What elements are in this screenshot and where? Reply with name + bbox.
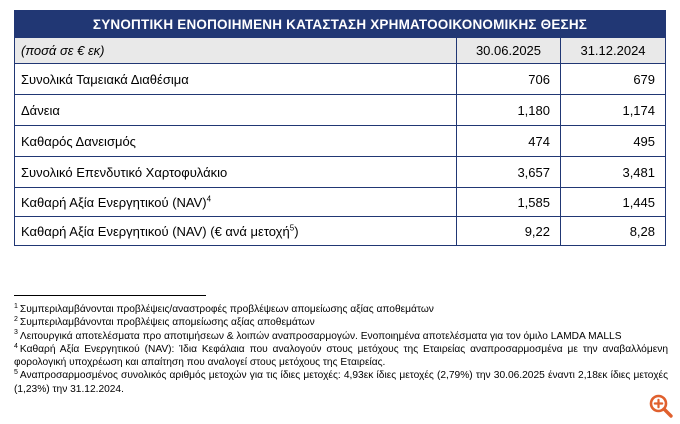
table-title: ΣΥΝΟΠΤΙΚΗ ΕΝΟΠΟΙΗΜΕΝΗ ΚΑΤΑΣΤΑΣΗ ΧΡΗΜΑΤΟΟΙΚΟΝΟΜΙΚΗΣ ΘΕΣΗΣ xyxy=(15,11,666,38)
footnote-number: 4 xyxy=(14,342,18,350)
footnote-ref: 4 xyxy=(206,194,212,204)
row-value-2024: 679 xyxy=(561,64,666,95)
table-row xyxy=(15,64,666,95)
table-row xyxy=(15,95,666,126)
footnote-ref: 5 xyxy=(289,223,295,233)
footnote-item xyxy=(14,316,668,329)
table-row xyxy=(15,126,666,157)
financial-position-table-container xyxy=(14,10,665,246)
table-header-row xyxy=(15,38,666,64)
footnote-text: Αναπροσαρμοσμένος συνολικός αριθμός μετοχών για τις ίδιες μετοχές: 4,93εκ ίδιες μετοχές (2,79%) την 30.06.2025 έναντι 2,18εκ ίδιες μετοχές (1,23%) την 31.12.2024. xyxy=(14,370,668,395)
row-value-2025: 1,180 xyxy=(457,95,561,126)
zoom-in-icon xyxy=(648,393,674,419)
footnote-number: 5 xyxy=(14,369,18,377)
footnote-number: 1 xyxy=(14,302,18,310)
row-value-2024: 1,174 xyxy=(561,95,666,126)
column-header-2025: 30.06.2025 xyxy=(457,38,561,64)
footnote-number: 2 xyxy=(14,315,18,323)
footnotes xyxy=(14,303,668,396)
column-header-2024: 31.12.2024 xyxy=(561,38,666,64)
footnote-item xyxy=(14,369,668,396)
table-row xyxy=(15,188,666,217)
row-value-2024: 3,481 xyxy=(561,157,666,188)
zoom-in-button[interactable] xyxy=(648,393,674,419)
row-label-suffix: ) xyxy=(294,223,299,239)
row-value-2025: 1,585 xyxy=(457,188,561,217)
row-value-2025: 706 xyxy=(457,64,561,95)
row-label: Συνολικά Ταμειακά Διαθέσιμα xyxy=(15,64,457,95)
row-value-2024: 1,445 xyxy=(561,188,666,217)
units-label: (ποσά σε € εκ) xyxy=(15,38,457,64)
row-value-2024: 8,28 xyxy=(561,217,666,246)
row-value-2025: 474 xyxy=(457,126,561,157)
row-label xyxy=(15,217,457,246)
financial-position-table xyxy=(14,10,666,246)
table-row xyxy=(15,157,666,188)
row-label xyxy=(15,188,457,217)
footnote-text: Συμπεριλαμβάνονται προβλέψεις απομείωσης αξίας αποθεμάτων xyxy=(19,317,315,329)
table-row xyxy=(15,217,666,246)
footnote-item xyxy=(14,303,668,316)
footnote-item xyxy=(14,343,668,370)
row-label-text: Καθαρή Αξία Ενεργητικού (NAV) xyxy=(21,194,207,210)
row-value-2025: 9,22 xyxy=(457,217,561,246)
row-label: Καθαρός Δανεισμός xyxy=(15,126,457,157)
row-label: Δάνεια xyxy=(15,95,457,126)
footnote-divider xyxy=(14,295,206,296)
row-value-2025: 3,657 xyxy=(457,157,561,188)
row-label-text: Καθαρή Αξία Ενεργητικού (NAV) (€ ανά μετοχή xyxy=(21,223,290,239)
footnote-text: Συμπεριλαμβάνονται προβλέψεις/αναστροφές προβλέψεων απομείωσης αξίας αποθεμάτων xyxy=(19,304,434,315)
footnote-number: 3 xyxy=(14,329,18,337)
footnote-text: Καθαρή Αξία Ενεργητικού (NAV): Ίδια Κεφάλαια που αναλογούν στους μετόχους της Εταιρείας αναπροσαρμοσμένα με την αναβαλλόμενη φορολογική υποχρέωση και απαίτηση που αναλογεί στους μετόχους της Εταιρείας. xyxy=(14,343,668,369)
row-label: Συνολικό Επενδυτικό Χαρτοφυλάκιο xyxy=(15,157,457,188)
row-value-2024: 495 xyxy=(561,126,666,157)
footnote-text: Λειτουργικά αποτελέσματα προ αποτιμήσεων & λοιπών αναπροσαρμογών. Ενοποιημένα αποτελέσματα για τον όμιλο LAMDA MALLS xyxy=(19,330,622,342)
footnote-item xyxy=(14,330,668,343)
